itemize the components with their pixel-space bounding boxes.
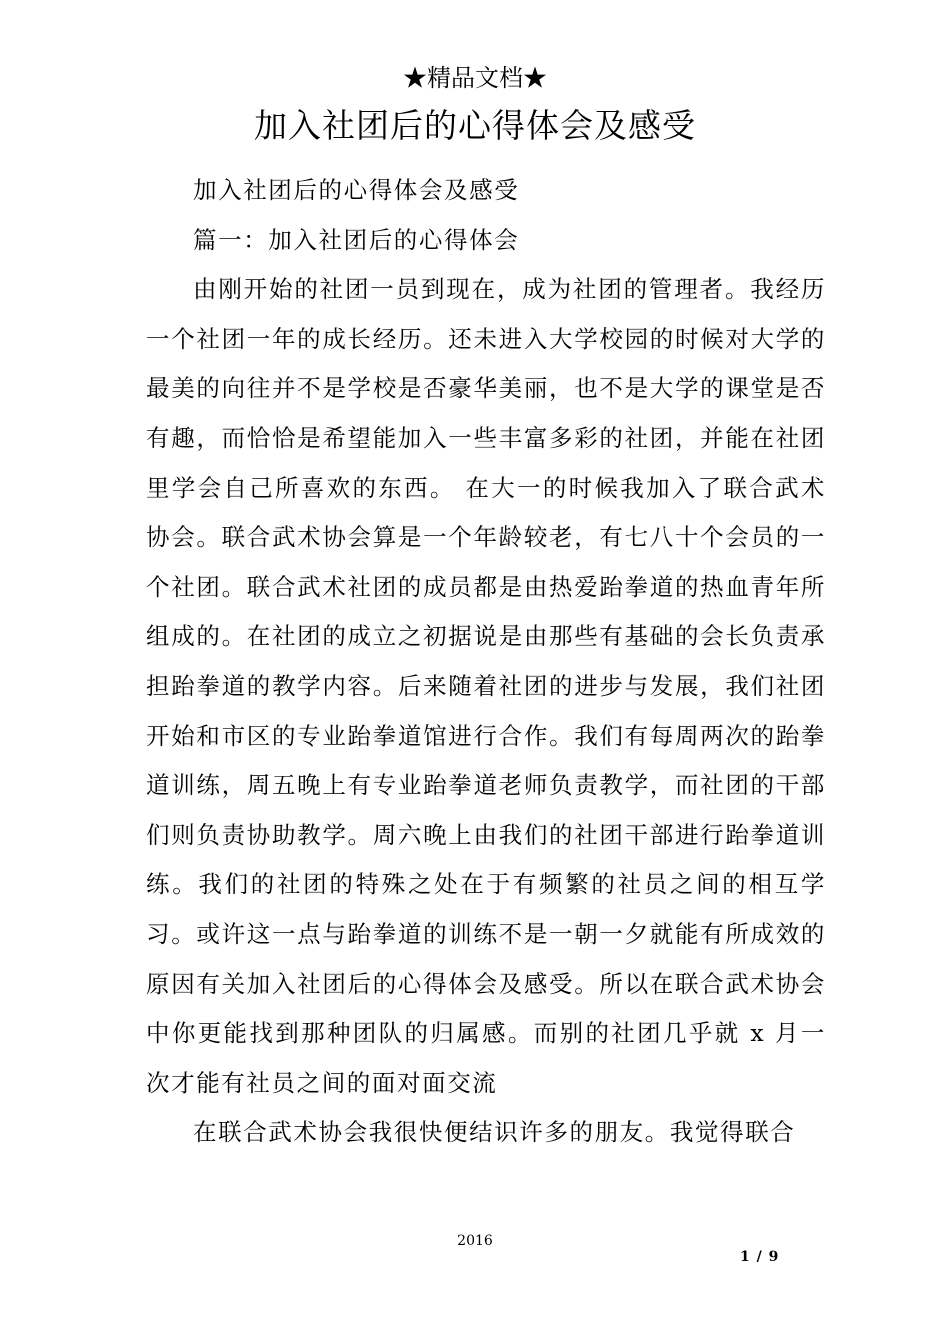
section-heading: 篇一：加入社团后的心得体会 <box>193 225 520 254</box>
body-paragraph: 由刚开始的社团一员到现在，成为社团的管理者。我经历一个社团一年的成长经历。还未进入大学校园的时候对大学的最美的向往并不是学校是否豪华美丽，也不是大学的课堂是否有趣，而恰恰是希望能加入一些丰富多彩的社团，并能在社团里学会自己所喜欢的东西。 在大一的时候我加入了联合武术协会。联合武术协会算是一个年龄较老，有七八十个会员的一个社团。联合武术社团的成员都是由热爱跆拳道的热血青年所组成的。在社团的成立之初据说是由那些有基础的会长负责承担跆拳道的教学内容。后来随着社团的进步与发展，我们社团开始和市区的专业跆拳道馆进行合作。我们有每周两次的跆拳道训练，周五晚上有专业跆拳道老师负责教学，而社团的干部们则负责协助教学。周六晚上由我们的社团干部进行跆拳道训练。我们的社团的特殊之处在于有频繁的社员之间的相互学习。或许这一点与跆拳道的训练不是一朝一夕就能有所成效的原因有关加入社团后的心得体会及感受。所以在联合武术协会中你更能找到那种团队的归属感。而别的社团几乎就 x 月一次才能有社员之间的面对面交流 <box>146 275 826 1097</box>
header-mark: ★精品文档★ <box>403 64 547 92</box>
footer-year: 2016 <box>457 1233 493 1249</box>
body-paragraph: 在联合武术协会我很快便结识许多的朋友。我觉得联合 <box>193 1118 796 1147</box>
document-body <box>146 166 826 1158</box>
page-number: 1 / 9 <box>740 1249 780 1265</box>
subtitle-paragraph: 加入社团后的心得体会及感受 <box>193 176 520 204</box>
document-title: 加入社团后的心得体会及感受 <box>254 106 696 145</box>
